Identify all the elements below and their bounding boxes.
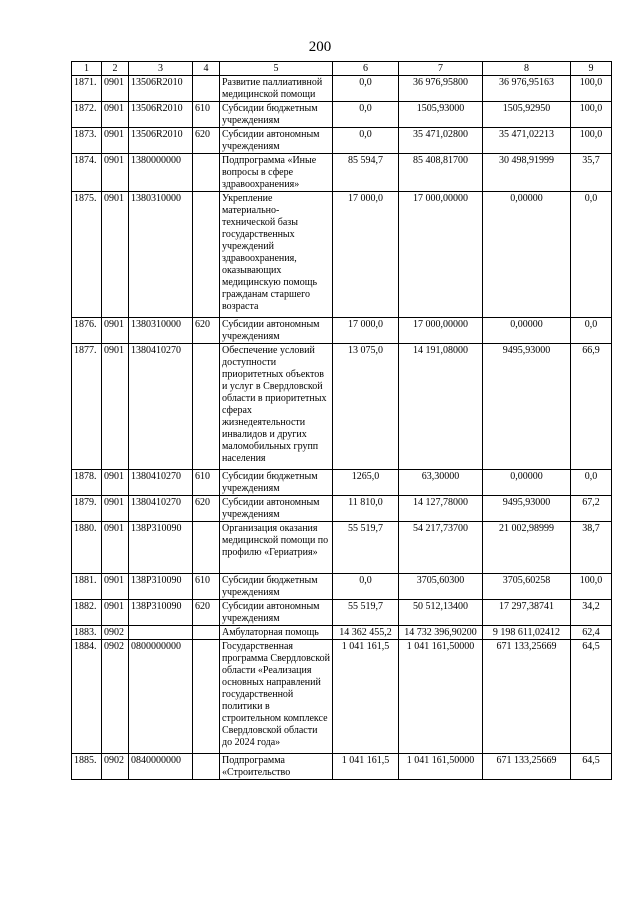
approved-amount: 11 810,0 [333,496,399,522]
table-row [72,128,612,154]
approved-amount: 85 594,7 [333,154,399,192]
executed-amount: 671 133,25669 [483,640,571,754]
approved-amount: 0,0 [333,128,399,154]
budget-amount: 85 408,81700 [399,154,483,192]
item-name: Развитие паллиативной медицинской помощи [220,76,333,102]
expense-type-code: 620 [193,128,220,154]
target-article-code: 13506R2010 [129,102,193,128]
executed-amount: 9 198 611,02412 [483,626,571,640]
approved-amount: 55 519,7 [333,600,399,626]
table-row [72,154,612,192]
approved-amount: 1 041 161,5 [333,640,399,754]
table-row [72,626,612,640]
item-name: Подпрограмма «Иные вопросы в сфере здравоохранения» [220,154,333,192]
column-header: 5 [220,62,333,76]
column-header: 9 [571,62,612,76]
target-article-code: 1380410270 [129,344,193,470]
section-code: 0901 [102,600,129,626]
budget-amount: 36 976,95800 [399,76,483,102]
row-number: 1880. [72,522,102,574]
section-code: 0902 [102,626,129,640]
target-article-code: 138P310090 [129,574,193,600]
target-article-code: 0840000000 [129,754,193,780]
column-header: 7 [399,62,483,76]
target-article-code: 1380410270 [129,470,193,496]
budget-amount: 1 041 161,50000 [399,640,483,754]
execution-percent: 100,0 [571,76,612,102]
execution-percent: 100,0 [571,102,612,128]
execution-percent: 100,0 [571,574,612,600]
item-name: Подпрограмма «Строительство [220,754,333,780]
target-article-code: 1380000000 [129,154,193,192]
section-code: 0901 [102,76,129,102]
section-code: 0901 [102,522,129,574]
item-name: Субсидии автономным учреждениям [220,600,333,626]
approved-amount: 0,0 [333,76,399,102]
execution-percent: 0,0 [571,470,612,496]
executed-amount: 0,00000 [483,318,571,344]
header-row [72,62,612,76]
executed-amount: 21 002,98999 [483,522,571,574]
item-name: Укрепление материально-технической базы государственных учреждений здравоохранения, оказывающих медицинскую помощь гражданам старшего возраста [220,192,333,318]
approved-amount: 17 000,0 [333,192,399,318]
executed-amount: 0,00000 [483,470,571,496]
execution-percent: 0,0 [571,192,612,318]
table-row [72,522,612,574]
column-header: 1 [72,62,102,76]
row-number: 1873. [72,128,102,154]
execution-percent: 34,2 [571,600,612,626]
budget-amount: 1 041 161,50000 [399,754,483,780]
item-name: Государственная программа Свердловской области «Реализация основных направлений государственной политики в строительном комплексе Свердловской области до 2024 года» [220,640,333,754]
target-article-code: 13506R2010 [129,128,193,154]
budget-amount: 17 000,00000 [399,318,483,344]
item-name: Обеспечение условий доступности приоритетных объектов и услуг в Свердловской области в приоритетных сферах жизнедеятельности инвалидов и других маломобильных групп населения [220,344,333,470]
page-number: 200 [308,39,332,55]
budget-amount: 50 512,13400 [399,600,483,626]
section-code: 0901 [102,102,129,128]
target-article-code: 138P310090 [129,522,193,574]
budget-amount: 63,30000 [399,470,483,496]
approved-amount: 13 075,0 [333,344,399,470]
section-code: 0901 [102,496,129,522]
item-name: Организация оказания медицинской помощи по профилю «Гериатрия» [220,522,333,574]
column-header: 6 [333,62,399,76]
approved-amount: 1265,0 [333,470,399,496]
expense-type-code [193,640,220,754]
executed-amount: 0,00000 [483,192,571,318]
approved-amount: 55 519,7 [333,522,399,574]
expense-type-code: 610 [193,470,220,496]
row-number: 1885. [72,754,102,780]
approved-amount: 1 041 161,5 [333,754,399,780]
execution-percent: 38,7 [571,522,612,574]
table-row [72,470,612,496]
section-code: 0902 [102,754,129,780]
budget-amount: 17 000,00000 [399,192,483,318]
row-number: 1874. [72,154,102,192]
target-article-code: 1380410270 [129,496,193,522]
expense-type-code: 620 [193,600,220,626]
item-name: Амбулаторная помощь [220,626,333,640]
item-name: Субсидии автономным учреждениям [220,128,333,154]
table-row [72,496,612,522]
column-header: 4 [193,62,220,76]
row-number: 1884. [72,640,102,754]
column-header: 2 [102,62,129,76]
expense-type-code: 610 [193,574,220,600]
execution-percent: 67,2 [571,496,612,522]
expense-type-code: 620 [193,496,220,522]
execution-percent: 100,0 [571,128,612,154]
expense-type-code [193,344,220,470]
approved-amount: 0,0 [333,574,399,600]
execution-percent: 64,5 [571,754,612,780]
execution-percent: 62,4 [571,626,612,640]
row-number: 1883. [72,626,102,640]
expense-type-code [193,192,220,318]
executed-amount: 30 498,91999 [483,154,571,192]
table-row [72,754,612,780]
approved-amount: 17 000,0 [333,318,399,344]
expense-type-code [193,522,220,574]
row-number: 1875. [72,192,102,318]
column-header: 8 [483,62,571,76]
expense-type-code: 610 [193,102,220,128]
executed-amount: 9495,93000 [483,496,571,522]
row-number: 1876. [72,318,102,344]
budget-amount: 1505,93000 [399,102,483,128]
table-row [72,318,612,344]
executed-amount: 671 133,25669 [483,754,571,780]
executed-amount: 36 976,95163 [483,76,571,102]
execution-percent: 66,9 [571,344,612,470]
section-code: 0902 [102,640,129,754]
row-number: 1881. [72,574,102,600]
budget-amount: 14 127,78000 [399,496,483,522]
target-article-code [129,626,193,640]
executed-amount: 35 471,02213 [483,128,571,154]
section-code: 0901 [102,128,129,154]
execution-percent: 0,0 [571,318,612,344]
target-article-code: 1380310000 [129,318,193,344]
item-name: Субсидии автономным учреждениям [220,496,333,522]
item-name: Субсидии автономным учреждениям [220,318,333,344]
target-article-code: 0800000000 [129,640,193,754]
row-number: 1877. [72,344,102,470]
approved-amount: 14 362 455,2 [333,626,399,640]
row-number: 1878. [72,470,102,496]
item-name: Субсидии бюджетным учреждениям [220,102,333,128]
row-number: 1871. [72,76,102,102]
table-row [72,574,612,600]
expense-type-code: 620 [193,318,220,344]
row-number: 1879. [72,496,102,522]
section-code: 0901 [102,192,129,318]
section-code: 0901 [102,574,129,600]
item-name: Субсидии бюджетным учреждениям [220,574,333,600]
section-code: 0901 [102,344,129,470]
section-code: 0901 [102,154,129,192]
expense-type-code [193,154,220,192]
target-article-code: 1380310000 [129,192,193,318]
target-article-code: 13506R2010 [129,76,193,102]
executed-amount: 3705,60258 [483,574,571,600]
executed-amount: 9495,93000 [483,344,571,470]
item-name: Субсидии бюджетным учреждениям [220,470,333,496]
budget-amount: 35 471,02800 [399,128,483,154]
budget-amount: 14 191,08000 [399,344,483,470]
approved-amount: 0,0 [333,102,399,128]
budget-table [71,61,612,780]
expense-type-code [193,76,220,102]
table-row [72,344,612,470]
budget-amount: 14 732 396,90200 [399,626,483,640]
execution-percent: 64,5 [571,640,612,754]
table-row [72,192,612,318]
table-row [72,102,612,128]
executed-amount: 17 297,38741 [483,600,571,626]
column-header: 3 [129,62,193,76]
table-row [72,600,612,626]
row-number: 1882. [72,600,102,626]
row-number: 1872. [72,102,102,128]
expense-type-code [193,754,220,780]
section-code: 0901 [102,470,129,496]
budget-amount: 3705,60300 [399,574,483,600]
executed-amount: 1505,92950 [483,102,571,128]
table-row [72,76,612,102]
execution-percent: 35,7 [571,154,612,192]
target-article-code: 138P310090 [129,600,193,626]
table-row [72,640,612,754]
budget-amount: 54 217,73700 [399,522,483,574]
expense-type-code [193,626,220,640]
section-code: 0901 [102,318,129,344]
